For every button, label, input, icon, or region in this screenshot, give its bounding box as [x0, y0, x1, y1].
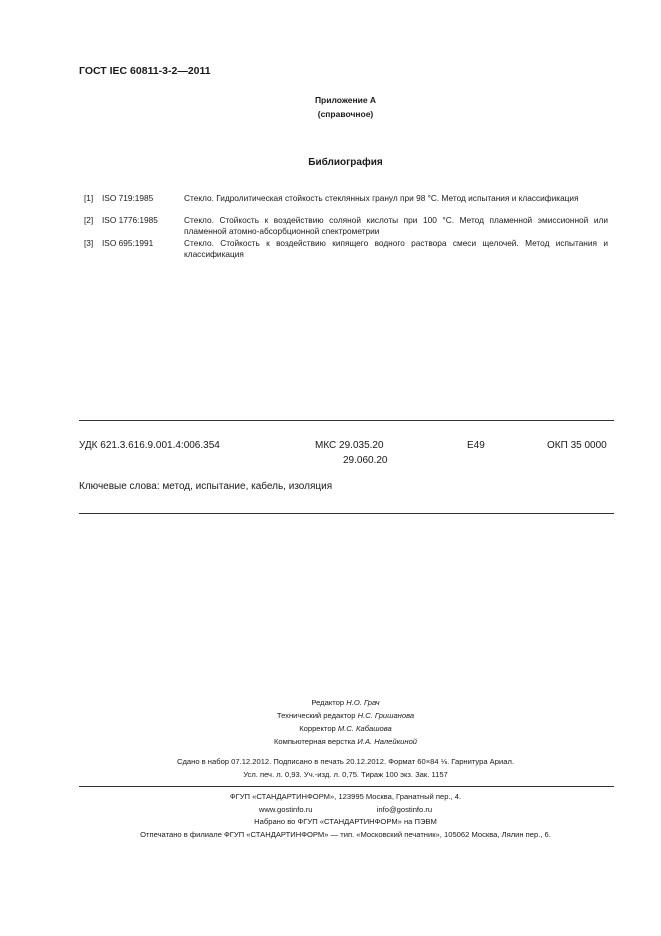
imprint-line-1: Сдано в набор 07.12.2012. Подписано в печать 20.12.2012. Формат 60×84 ⅛. Гарнитура Ариал. — [177, 757, 514, 766]
credit-role: Корректор — [299, 724, 336, 733]
reference-number: [1] — [84, 193, 94, 203]
udk-code: УДК 621.3.616.9.001.4:006.354 — [79, 440, 220, 451]
divider-top — [79, 420, 614, 421]
credit-tech-editor — [0, 709, 661, 723]
bibliography-title: Библиография — [308, 157, 383, 168]
mks-code-2: 29.060.20 — [343, 455, 388, 466]
okp-code: ОКП 35 0000 — [547, 440, 607, 451]
credit-role: Редактор — [311, 698, 345, 707]
publisher-address: ФГУП «СТАНДАРТИНФОРМ», 123995 Москва, Гранатный пер., 4. — [229, 792, 462, 801]
divider-middle — [79, 513, 614, 514]
mks-code-1: МКС 29.035.20 — [315, 440, 384, 451]
credit-name: Н.С. Гришанова — [357, 711, 415, 720]
typeset-note: Набрано во ФГУП «СТАНДАРТИНФОРМ» на ПЭВМ — [254, 817, 437, 826]
divider-bottom — [79, 786, 614, 787]
group-code: Е49 — [467, 440, 485, 451]
reference-code: ISO 719:1985 — [102, 193, 154, 203]
credit-editor — [0, 696, 661, 710]
credit-layout — [0, 735, 661, 749]
credit-name: М.С. Кабашова — [337, 724, 392, 733]
publisher-contacts — [0, 805, 661, 814]
publisher-email: info@gostinfo.ru — [376, 805, 433, 814]
reference-text: Стекло. Гидролитическая стойкость стеклянных гранул при 98 °С. Метод испытания и классификация — [184, 193, 579, 203]
standard-header: ГОСТ IEC 60811-3-2—2011 — [79, 65, 211, 77]
annex-title: Приложение А — [314, 95, 377, 105]
credit-name: Н.О. Грач — [346, 698, 380, 707]
reference-number: [3] — [84, 238, 94, 248]
credit-name: И.А. Налейкиной — [357, 737, 418, 746]
reference-code: ISO 695:1991 — [102, 238, 154, 248]
reference-text: Стекло. Стойкость к воздействию соляной кислоты при 100 °С. Метод пламенной эмиссионной или пламенной атомно-абсорбционной спектрометрии — [184, 215, 608, 236]
credit-proofreader — [0, 722, 661, 736]
credit-role: Технический редактор — [276, 711, 356, 720]
credit-role: Компьютерная верстка — [273, 737, 356, 746]
reference-text: Стекло. Стойкость к воздействию кипящего водного раствора смеси щелочей. Метод испытания и классификация — [184, 238, 608, 259]
reference-code: ISO 1776:1985 — [102, 215, 158, 225]
printing-note: Отпечатано в филиале ФГУП «СТАНДАРТИНФОРМ» — тип. «Московский печатник», 105062 Москва, Лялин пер., 6. — [140, 830, 551, 839]
reference-number: [2] — [84, 215, 94, 225]
keywords: Ключевые слова: метод, испытание, кабель, изоляция — [79, 481, 333, 492]
imprint-line-2: Усл. печ. л. 0,93. Уч.-изд. л. 0,75. Тираж 100 экз. Зак. 1157 — [243, 770, 448, 779]
publisher-website: www.gostinfo.ru — [258, 805, 313, 814]
annex-subtitle: (справочное) — [317, 109, 374, 119]
